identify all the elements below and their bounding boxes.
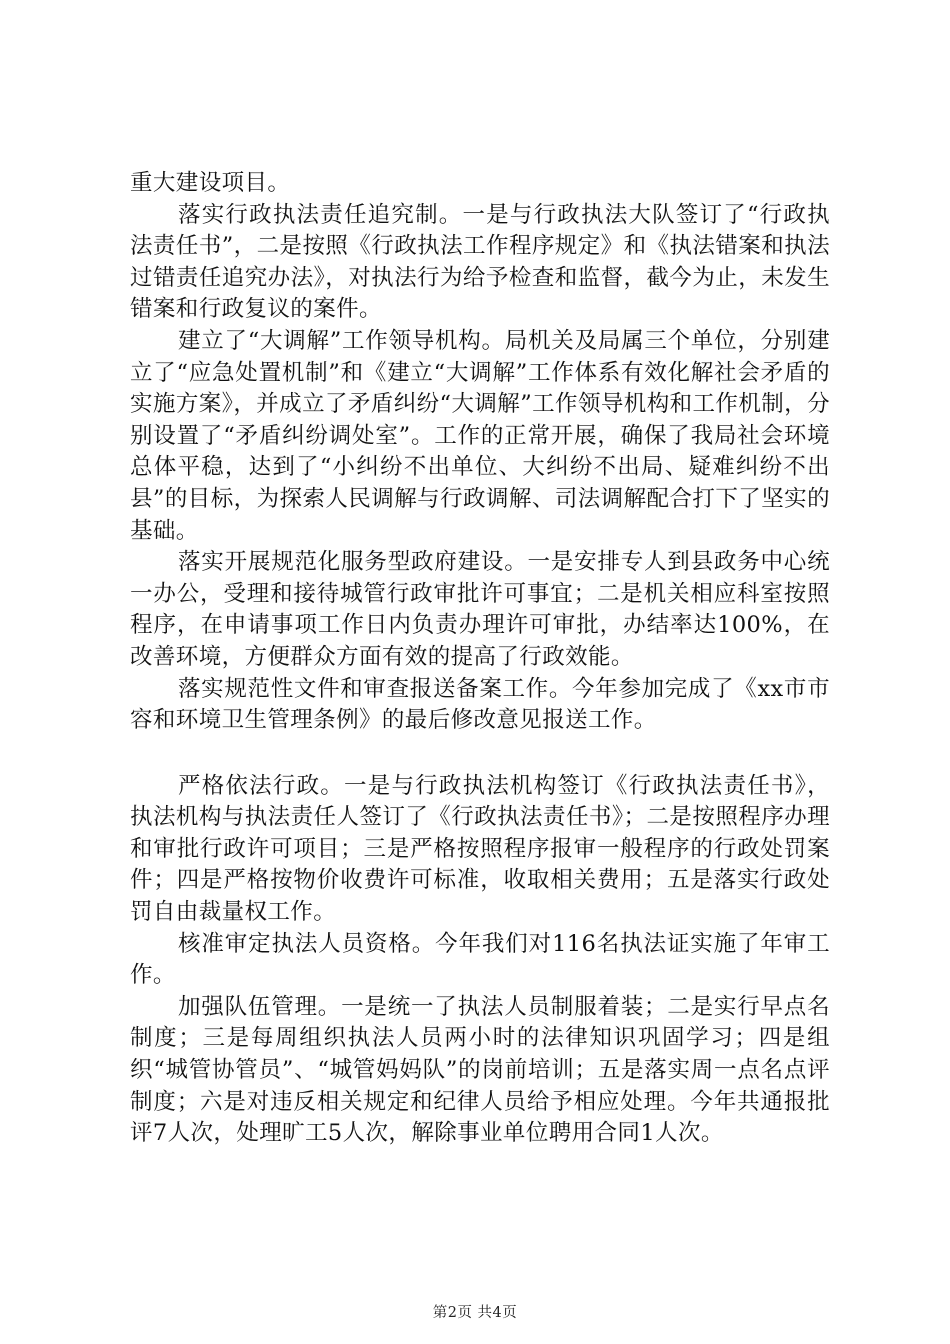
paragraph-staff-qualification: 核准审定执法人员资格。今年我们对116名执法证实施了年审工作。 [130,930,830,989]
paragraph-team-management: 加强队伍管理。一是统一了执法人员制服着装；二是实行早点名制度；三是每周组织执法人员两小时的法律知识巩固学习；四是组织“城管协管员”、“城管妈妈队”的岗前培训；五是落实周一点名点评制度；六是对违反相关规定和纪律人员给予相应处理。今年共通报批评7人次，处理旷工5人次，解除事业单位聘用合同1人次。 [130,993,830,1147]
paragraph-mediation: 建立了“大调解”工作领导机构。局机关及局属三个单位，分别建立了“应急处置机制”和《建立“大调解”工作体系有效化解社会矛盾的实施方案》，并成立了矛盾纠纷“大调解”工作领导机构和工作机制，分别设置了“矛盾纠纷调处室”。工作的正常开展，确保了我局社会环境总体平稳，达到了“小纠纷不出单位、大纠纷不出局、疑难纠纷不出县”的目标，为探索人民调解与行政调解、司法调解配合打下了坚实的基础。 [130,327,830,544]
paragraph-service-government: 落实开展规范化服务型政府建设。一是安排专人到县政务中心统一办公，受理和接待城管行政审批许可事宜；二是机关相应科室按照程序，在申请事项工作日内负责办理许可审批，办结率达100%，在改善环境，方便群众方面有效的提高了行政效能。 [130,549,830,670]
page-number-footer: 第2页 共4页 [432,1305,518,1321]
paragraph-spacer [130,737,830,771]
paragraph-normative-documents: 落实规范性文件和审查报送备案工作。今年参加完成了《xx市市容和环境卫生管理条例》的最后修改意见报送工作。 [130,675,830,734]
document-body [130,168,830,1150]
paragraph-accountability: 落实行政执法责任追究制。一是与行政执法大队签订了“行政执法责任书”，二是按照《行政执法工作程序规定》和《执法错案和执法过错责任追究办法》，对执法行为给予检查和监督，截今为止，未发生错案和行政复议的案件。 [130,201,830,323]
paragraph-lawful-administration: 严格依法行政。一是与行政执法机构签订《行政执法责任书》，执法机构与执法责任人签订了《行政执法责任书》；二是按照程序办理和审批行政许可项目；三是严格按照程序报审一般程序的行政处罚案件；四是严格按物价收费许可标准，收取相关费用；五是落实行政处罚自由裁量权工作。 [130,772,830,926]
paragraph-continuation: 重大建设项目。 [130,170,291,196]
